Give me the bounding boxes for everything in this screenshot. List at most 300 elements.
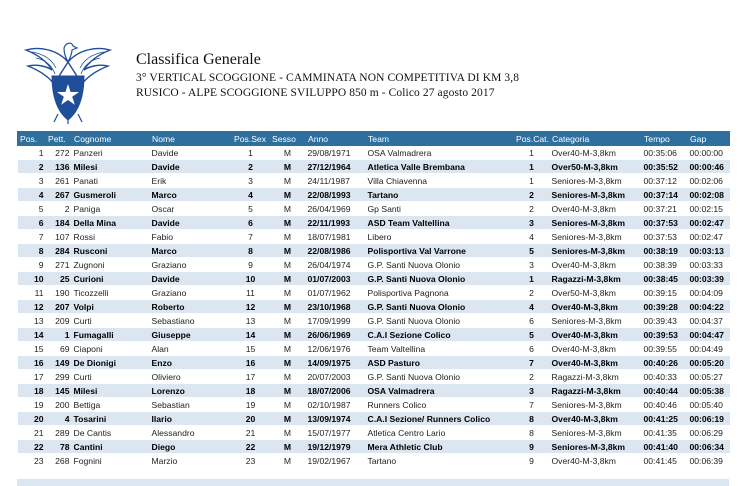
cell-team: Team Valtellina bbox=[366, 342, 514, 356]
table-row bbox=[18, 202, 730, 216]
cell-surname: Ciaponi bbox=[72, 342, 150, 356]
cell-category: Seniores-M-3,8km bbox=[550, 314, 642, 328]
cell-surname: Rusconi bbox=[72, 244, 150, 258]
cell-category: Seniores-M-3,8km bbox=[550, 216, 642, 230]
cell-pos: 5 bbox=[18, 202, 46, 216]
cell-pos-cat: 2 bbox=[514, 370, 550, 384]
cell-surname: De Dionigi bbox=[72, 356, 150, 370]
cell-pos-sex: 2 bbox=[232, 160, 270, 174]
cell-team: G.P. Santi Nuova Olonio bbox=[366, 370, 514, 384]
cell-gap: 00:02:15 bbox=[688, 202, 730, 216]
cell-pos-cat: 5 bbox=[514, 244, 550, 258]
cell-gap: 00:00:46 bbox=[688, 160, 730, 174]
cell-pos-sex: 16 bbox=[232, 356, 270, 370]
cell-time: 00:37:53 bbox=[642, 216, 688, 230]
cell-category: Over40-M-3,8km bbox=[550, 412, 642, 426]
cell-pos: 9 bbox=[18, 258, 46, 272]
cell-pos: 21 bbox=[18, 426, 46, 440]
cell-surname: De Cantis bbox=[72, 426, 150, 440]
cell-surname: Panati bbox=[72, 174, 150, 188]
table-row bbox=[18, 300, 730, 314]
cell-gap: 00:04:22 bbox=[688, 300, 730, 314]
cell-pos-cat: 3 bbox=[514, 258, 550, 272]
column-header-bib: Pett. bbox=[46, 132, 72, 146]
cell-year: 18/07/2006 bbox=[306, 384, 366, 398]
cell-time: 00:41:35 bbox=[642, 426, 688, 440]
cell-year: 26/04/1974 bbox=[306, 258, 366, 272]
cell-bib: 136 bbox=[46, 160, 72, 174]
cell-team: G.P. Santi Nuova Olonio bbox=[366, 314, 514, 328]
cell-year: 17/09/1999 bbox=[306, 314, 366, 328]
table-row bbox=[18, 174, 730, 188]
cell-name: Alessandro bbox=[150, 426, 232, 440]
cell-team: Villa Chiavenna bbox=[366, 174, 514, 188]
cell-pos-sex: 12 bbox=[232, 300, 270, 314]
cell-year: 26/06/1969 bbox=[306, 328, 366, 342]
cell-pos: 22 bbox=[18, 440, 46, 454]
cell-sex: M bbox=[270, 356, 306, 370]
cell-pos: 1 bbox=[18, 146, 46, 160]
cell-gap: 00:04:47 bbox=[688, 328, 730, 342]
cell-time: 00:40:46 bbox=[642, 398, 688, 412]
cell-pos: 14 bbox=[18, 328, 46, 342]
cell-surname: Curti bbox=[72, 370, 150, 384]
table-row bbox=[18, 230, 730, 244]
cell-sex: M bbox=[270, 216, 306, 230]
cell-team: C.A.I Sezione Colico bbox=[366, 328, 514, 342]
cell-sex: M bbox=[270, 440, 306, 454]
cell-surname: Tosarini bbox=[72, 412, 150, 426]
cell-sex: M bbox=[270, 342, 306, 356]
cell-name: Giuseppe bbox=[150, 328, 232, 342]
cell-category: Over40-M-3,8km bbox=[550, 202, 642, 216]
cell-category: Over50-M-3,8km bbox=[550, 286, 642, 300]
cell-year: 13/09/1974 bbox=[306, 412, 366, 426]
cell-pos-sex: 22 bbox=[232, 440, 270, 454]
table-row bbox=[18, 258, 730, 272]
cell-team: Atletica Valle Brembana bbox=[366, 160, 514, 174]
cell-year: 19/02/1967 bbox=[306, 454, 366, 468]
cell-time: 00:39:15 bbox=[642, 286, 688, 300]
cell-time: 00:38:39 bbox=[642, 258, 688, 272]
cell-gap: 00:05:40 bbox=[688, 398, 730, 412]
cell-pos-cat: 3 bbox=[514, 216, 550, 230]
cell-name: Davide bbox=[150, 160, 232, 174]
cell-sex: M bbox=[270, 230, 306, 244]
cell-year: 29/08/1971 bbox=[306, 146, 366, 160]
cell-pos: 23 bbox=[18, 454, 46, 468]
column-header-year: Anno bbox=[306, 132, 366, 146]
cell-gap: 00:02:47 bbox=[688, 230, 730, 244]
table-row bbox=[18, 426, 730, 440]
table-row bbox=[18, 216, 730, 230]
cell-category: Over50-M-3,8km bbox=[550, 160, 642, 174]
cell-pos-cat: 4 bbox=[514, 230, 550, 244]
cell-sex: M bbox=[270, 370, 306, 384]
cell-team: Polisportiva Pagnona bbox=[366, 286, 514, 300]
cell-gap: 00:03:13 bbox=[688, 244, 730, 258]
cell-surname: Della Mina bbox=[72, 216, 150, 230]
cell-year: 14/09/1975 bbox=[306, 356, 366, 370]
cell-pos: 15 bbox=[18, 342, 46, 356]
column-header-pos-sex: Pos.Sex bbox=[232, 132, 270, 146]
cell-name: Sebastian bbox=[150, 398, 232, 412]
cell-time: 00:37:12 bbox=[642, 174, 688, 188]
cell-year: 27/12/1964 bbox=[306, 160, 366, 174]
cell-team: Gp Santi bbox=[366, 202, 514, 216]
cell-pos-cat: 3 bbox=[514, 384, 550, 398]
cell-name: Sebastiano bbox=[150, 314, 232, 328]
cell-category: Seniores-M-3,8km bbox=[550, 188, 642, 202]
cell-pos: 10 bbox=[18, 272, 46, 286]
cell-surname: Cantini bbox=[72, 440, 150, 454]
cell-team: Libero bbox=[366, 230, 514, 244]
cell-surname: Curioni bbox=[72, 272, 150, 286]
cell-pos: 20 bbox=[18, 412, 46, 426]
cell-bib: 272 bbox=[46, 146, 72, 160]
cell-pos-cat: 4 bbox=[514, 300, 550, 314]
cell-category: Over40-M-3,8km bbox=[550, 328, 642, 342]
event-location: RUSICO - ALPE SCOGGIONE SVILUPPO 850 m - Colico 27 agosto 2017 bbox=[136, 87, 495, 99]
cell-pos-cat: 6 bbox=[514, 314, 550, 328]
cell-bib: 2 bbox=[46, 202, 72, 216]
cell-year: 20/07/2003 bbox=[306, 370, 366, 384]
column-header-pos: Pos. bbox=[18, 132, 46, 146]
cell-time: 00:40:26 bbox=[642, 356, 688, 370]
cell-bib: 261 bbox=[46, 174, 72, 188]
cell-team: ASD Team Valtellina bbox=[366, 216, 514, 230]
cell-year: 01/07/2003 bbox=[306, 272, 366, 286]
cell-gap: 00:03:39 bbox=[688, 272, 730, 286]
cell-time: 00:37:21 bbox=[642, 202, 688, 216]
cell-name: Davide bbox=[150, 272, 232, 286]
cell-category: Ragazzi-M-3,8km bbox=[550, 370, 642, 384]
cell-pos: 2 bbox=[18, 160, 46, 174]
cell-surname: Rossi bbox=[72, 230, 150, 244]
cell-pos: 16 bbox=[18, 356, 46, 370]
cell-bib: 299 bbox=[46, 370, 72, 384]
cell-team: G.P. Santi Nuova Olonio bbox=[366, 258, 514, 272]
cell-name: Alan bbox=[150, 342, 232, 356]
cell-bib: 267 bbox=[46, 188, 72, 202]
cell-time: 00:37:53 bbox=[642, 230, 688, 244]
cell-surname: Paniga bbox=[72, 202, 150, 216]
cell-bib: 289 bbox=[46, 426, 72, 440]
cell-pos-sex: 21 bbox=[232, 426, 270, 440]
cell-team: Tartano bbox=[366, 454, 514, 468]
cell-category: Over40-M-3,8km bbox=[550, 146, 642, 160]
table-row bbox=[18, 440, 730, 454]
cell-pos-cat: 1 bbox=[514, 160, 550, 174]
cell-sex: M bbox=[270, 272, 306, 286]
cell-surname: Curti bbox=[72, 314, 150, 328]
cell-pos: 18 bbox=[18, 384, 46, 398]
table-row bbox=[18, 286, 730, 300]
cell-pos-cat: 1 bbox=[514, 146, 550, 160]
cell-time: 00:35:52 bbox=[642, 160, 688, 174]
cell-name: Davide bbox=[150, 216, 232, 230]
cell-pos-sex: 15 bbox=[232, 342, 270, 356]
cell-bib: 200 bbox=[46, 398, 72, 412]
cell-year: 18/07/1981 bbox=[306, 230, 366, 244]
cell-pos-cat: 8 bbox=[514, 412, 550, 426]
cell-pos: 7 bbox=[18, 230, 46, 244]
cell-time: 00:39:28 bbox=[642, 300, 688, 314]
cell-pos-sex: 14 bbox=[232, 328, 270, 342]
cell-pos: 11 bbox=[18, 286, 46, 300]
cell-pos-sex: 6 bbox=[232, 216, 270, 230]
cell-pos-sex: 4 bbox=[232, 188, 270, 202]
cell-sex: M bbox=[270, 384, 306, 398]
cell-pos-cat: 2 bbox=[514, 202, 550, 216]
cell-bib: 190 bbox=[46, 286, 72, 300]
column-header-pos-cat: Pos.Cat. bbox=[514, 132, 550, 146]
cell-year: 23/10/1968 bbox=[306, 300, 366, 314]
cell-category: Over40-M-3,8km bbox=[550, 356, 642, 370]
cell-name: Graziano bbox=[150, 258, 232, 272]
cell-pos-sex: 20 bbox=[232, 412, 270, 426]
cell-bib: 25 bbox=[46, 272, 72, 286]
cell-pos-sex: 5 bbox=[232, 202, 270, 216]
cell-gap: 00:05:38 bbox=[688, 384, 730, 398]
cell-surname: Fumagalli bbox=[72, 328, 150, 342]
cell-bib: 1 bbox=[46, 328, 72, 342]
cell-name: Marzio bbox=[150, 454, 232, 468]
cell-bib: 268 bbox=[46, 454, 72, 468]
cell-surname: Fognini bbox=[72, 454, 150, 468]
cell-pos-cat: 2 bbox=[514, 286, 550, 300]
cell-pos-cat: 1 bbox=[514, 272, 550, 286]
cell-bib: 184 bbox=[46, 216, 72, 230]
cell-team: G.P. Santi Nuova Olonio bbox=[366, 300, 514, 314]
cell-pos-cat: 2 bbox=[514, 188, 550, 202]
cell-pos: 4 bbox=[18, 188, 46, 202]
cell-sex: M bbox=[270, 202, 306, 216]
cell-category: Seniores-M-3,8km bbox=[550, 398, 642, 412]
cell-pos-sex: 11 bbox=[232, 286, 270, 300]
table-row bbox=[18, 356, 730, 370]
cell-pos-cat: 6 bbox=[514, 342, 550, 356]
cell-time: 00:40:44 bbox=[642, 384, 688, 398]
cell-sex: M bbox=[270, 286, 306, 300]
cell-bib: 145 bbox=[46, 384, 72, 398]
cell-name: Erik bbox=[150, 174, 232, 188]
cell-category: Seniores-M-3,8km bbox=[550, 426, 642, 440]
cell-pos-cat: 9 bbox=[514, 454, 550, 468]
cell-name: Oliviero bbox=[150, 370, 232, 384]
cell-surname: Panzeri bbox=[72, 146, 150, 160]
table-row bbox=[18, 384, 730, 398]
cell-gap: 00:02:08 bbox=[688, 188, 730, 202]
cell-category: Over40-M-3,8km bbox=[550, 342, 642, 356]
cell-time: 00:38:19 bbox=[642, 244, 688, 258]
cell-bib: 69 bbox=[46, 342, 72, 356]
cell-pos-sex: 1 bbox=[232, 146, 270, 160]
cell-category: Seniores-M-3,8km bbox=[550, 440, 642, 454]
results-table bbox=[17, 131, 730, 467]
cell-category: Seniores-M-3,8km bbox=[550, 174, 642, 188]
cell-bib: 207 bbox=[46, 300, 72, 314]
cell-team: Mera Athletic Club bbox=[366, 440, 514, 454]
cell-pos-sex: 8 bbox=[232, 244, 270, 258]
cell-category: Ragazzi-M-3,8km bbox=[550, 384, 642, 398]
cell-time: 00:40:33 bbox=[642, 370, 688, 384]
event-subtitle: 3° VERTICAL SCOGGIONE - CAMMINATA NON COMPETITIVA DI KM 3,8 bbox=[136, 72, 520, 84]
cell-pos: 3 bbox=[18, 174, 46, 188]
cell-pos-sex: 3 bbox=[232, 174, 270, 188]
cell-surname: Gusmeroli bbox=[72, 188, 150, 202]
cell-sex: M bbox=[270, 146, 306, 160]
eagle-star-logo-icon bbox=[22, 40, 114, 124]
cell-team: OSA Valmadrera bbox=[366, 146, 514, 160]
cell-name: Enzo bbox=[150, 356, 232, 370]
cell-category: Seniores-M-3,8km bbox=[550, 230, 642, 244]
cell-time: 00:39:55 bbox=[642, 342, 688, 356]
cell-name: Oscar bbox=[150, 202, 232, 216]
cell-team: ASD Pasturo bbox=[366, 356, 514, 370]
cell-name: Marco bbox=[150, 188, 232, 202]
cell-team: OSA Valmadrera bbox=[366, 384, 514, 398]
cell-time: 00:38:45 bbox=[642, 272, 688, 286]
column-header-surname: Cognome bbox=[72, 132, 150, 146]
cell-team: Atletica Centro Lario bbox=[366, 426, 514, 440]
cell-time: 00:39:43 bbox=[642, 314, 688, 328]
cell-pos-sex: 7 bbox=[232, 230, 270, 244]
cell-year: 15/07/1977 bbox=[306, 426, 366, 440]
cell-year: 12/06/1976 bbox=[306, 342, 366, 356]
cell-pos-sex: 13 bbox=[232, 314, 270, 328]
cell-surname: Milesi bbox=[72, 384, 150, 398]
cell-year: 01/07/1962 bbox=[306, 286, 366, 300]
cell-category: Over40-M-3,8km bbox=[550, 300, 642, 314]
cell-sex: M bbox=[270, 314, 306, 328]
cell-time: 00:37:14 bbox=[642, 188, 688, 202]
cell-gap: 00:05:27 bbox=[688, 370, 730, 384]
cell-bib: 209 bbox=[46, 314, 72, 328]
table-row bbox=[18, 328, 730, 342]
cell-sex: M bbox=[270, 300, 306, 314]
cell-sex: M bbox=[270, 454, 306, 468]
cell-time: 00:35:06 bbox=[642, 146, 688, 160]
cell-year: 02/10/1987 bbox=[306, 398, 366, 412]
table-row bbox=[18, 188, 730, 202]
cell-gap: 00:06:19 bbox=[688, 412, 730, 426]
table-row bbox=[18, 342, 730, 356]
table-row bbox=[18, 370, 730, 384]
column-header-name: Nome bbox=[150, 132, 232, 146]
cell-time: 00:39:53 bbox=[642, 328, 688, 342]
column-header-time: Tempo bbox=[642, 132, 688, 146]
cell-pos-cat: 8 bbox=[514, 426, 550, 440]
cell-gap: 00:03:33 bbox=[688, 258, 730, 272]
cell-team: Polisportiva Val Varrone bbox=[366, 244, 514, 258]
cell-pos: 12 bbox=[18, 300, 46, 314]
cell-surname: Zugnoni bbox=[72, 258, 150, 272]
header bbox=[136, 50, 519, 101]
cell-bib: 107 bbox=[46, 230, 72, 244]
clipped-row-strip bbox=[17, 479, 729, 486]
cell-surname: Ticozzelli bbox=[72, 286, 150, 300]
cell-pos-cat: 1 bbox=[514, 174, 550, 188]
cell-sex: M bbox=[270, 398, 306, 412]
cell-sex: M bbox=[270, 160, 306, 174]
cell-bib: 284 bbox=[46, 244, 72, 258]
table-body bbox=[18, 146, 730, 468]
cell-year: 26/04/1969 bbox=[306, 202, 366, 216]
cell-sex: M bbox=[270, 174, 306, 188]
cell-pos: 6 bbox=[18, 216, 46, 230]
cell-sex: M bbox=[270, 188, 306, 202]
table-row bbox=[18, 146, 730, 160]
cell-gap: 00:06:39 bbox=[688, 454, 730, 468]
cell-gap: 00:04:49 bbox=[688, 342, 730, 356]
table-header-row bbox=[18, 132, 730, 146]
cell-gap: 00:05:20 bbox=[688, 356, 730, 370]
cell-time: 00:41:40 bbox=[642, 440, 688, 454]
cell-team: Tartano bbox=[366, 188, 514, 202]
cell-name: Lorenzo bbox=[150, 384, 232, 398]
cell-bib: 4 bbox=[46, 412, 72, 426]
cell-pos-sex: 10 bbox=[232, 272, 270, 286]
cell-pos-cat: 9 bbox=[514, 440, 550, 454]
cell-gap: 00:00:00 bbox=[688, 146, 730, 160]
table-row bbox=[18, 272, 730, 286]
cell-pos-sex: 17 bbox=[232, 370, 270, 384]
cell-team: C.A.I Sezione/ Runners Colico bbox=[366, 412, 514, 426]
cell-sex: M bbox=[270, 244, 306, 258]
cell-pos: 13 bbox=[18, 314, 46, 328]
cell-pos: 17 bbox=[18, 370, 46, 384]
table-row bbox=[18, 454, 730, 468]
cell-pos: 19 bbox=[18, 398, 46, 412]
table-row bbox=[18, 398, 730, 412]
cell-bib: 271 bbox=[46, 258, 72, 272]
cell-year: 22/08/1993 bbox=[306, 188, 366, 202]
cell-category: Over40-M-3,8km bbox=[550, 258, 642, 272]
cell-name: Roberto bbox=[150, 300, 232, 314]
cell-sex: M bbox=[270, 328, 306, 342]
cell-year: 22/08/1986 bbox=[306, 244, 366, 258]
cell-gap: 00:04:37 bbox=[688, 314, 730, 328]
cell-time: 00:41:25 bbox=[642, 412, 688, 426]
cai-logo bbox=[22, 40, 114, 124]
cell-team: Runners Colico bbox=[366, 398, 514, 412]
cell-surname: Bettiga bbox=[72, 398, 150, 412]
column-header-gap: Gap bbox=[688, 132, 730, 146]
cell-name: Graziano bbox=[150, 286, 232, 300]
cell-category: Over40-M-3,8km bbox=[550, 454, 642, 468]
cell-year: 24/11/1987 bbox=[306, 174, 366, 188]
table-row bbox=[18, 160, 730, 174]
column-header-team: Team bbox=[366, 132, 514, 146]
column-header-category: Categoria bbox=[550, 132, 642, 146]
cell-team: G.P. Santi Nuova Olonio bbox=[366, 272, 514, 286]
cell-sex: M bbox=[270, 412, 306, 426]
cell-bib: 78 bbox=[46, 440, 72, 454]
cell-surname: Volpi bbox=[72, 300, 150, 314]
cell-surname: Milesi bbox=[72, 160, 150, 174]
column-header-sex: Sesso bbox=[270, 132, 306, 146]
cell-name: Marco bbox=[150, 244, 232, 258]
cell-name: Ilario bbox=[150, 412, 232, 426]
cell-category: Seniores-M-3,8km bbox=[550, 244, 642, 258]
table-row bbox=[18, 244, 730, 258]
cell-pos-cat: 7 bbox=[514, 398, 550, 412]
cell-year: 19/12/1979 bbox=[306, 440, 366, 454]
cell-gap: 00:06:29 bbox=[688, 426, 730, 440]
cell-pos-sex: 9 bbox=[232, 258, 270, 272]
cell-year: 22/11/1993 bbox=[306, 216, 366, 230]
